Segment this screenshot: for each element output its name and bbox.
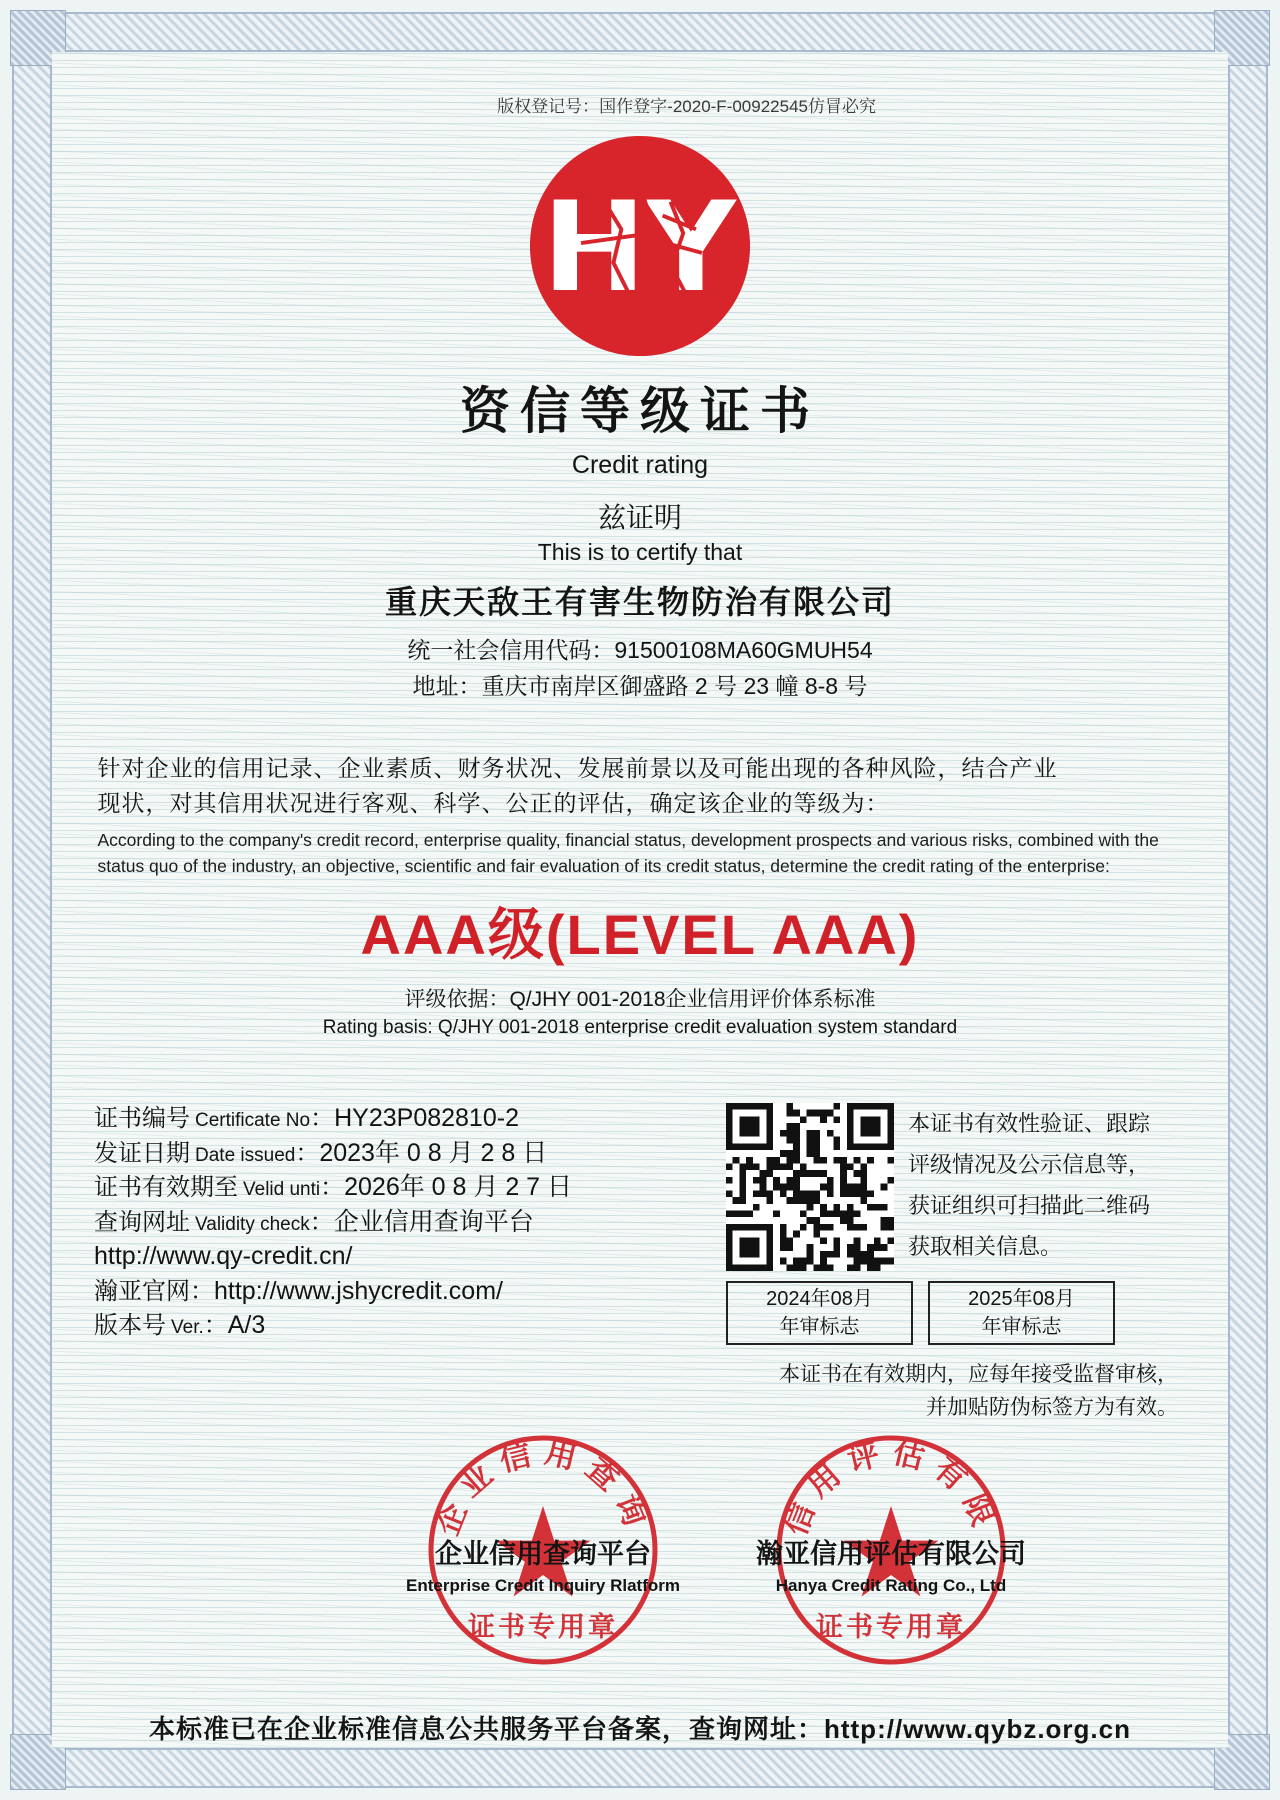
company-name: 重庆天敌王有害生物防治有限公司 <box>384 584 895 620</box>
detail-validity-check: 查询网址 Validity check：企业信用查询平台 <box>94 1207 534 1236</box>
detail-valid-until: 证书有效期至 Velid unti：2026年 0 8 月 2 7 日 <box>94 1173 573 1201</box>
detail-hanya-site: 瀚亚官网：http://www.jshycredit.com/ <box>94 1276 503 1305</box>
qr-code-icon <box>726 1103 894 1271</box>
issuer-name-zh: 企业信用查询平台 <box>435 1539 651 1569</box>
issuer-block-hanya <box>701 1428 1081 1642</box>
rating-level: AAA级(LEVEL AAA) <box>360 903 920 966</box>
certify-label-en: This is to certify that <box>537 539 743 565</box>
detail-cert-no: 证书编号 Certificate No：HY23P082810-2 <box>94 1104 519 1132</box>
evaluation-en: According to the company's credit record, enterprise quality, financial status, development prospects and various risks, combined with the status quo of the industry, an objective, scientific and fair evaluation of its credit status, determine the credit rating of the enterprise: <box>97 830 1159 876</box>
copyright-registration-line: 版权登记号：国作登字-2020-F-00922545仿冒必究 <box>497 97 876 116</box>
certificate-details <box>94 1103 714 1424</box>
evaluation-zh-line2: 现状，对其信用状况进行客观、科学、公正的评估，确定该企业的等级为： <box>97 790 890 816</box>
standard-record-footer: 本标准已在企业标准信息公共服务平台备案，查询网址：http://www.qybz.org.cn <box>148 1714 1131 1744</box>
seals-region <box>52 1428 1228 1693</box>
supervision-notice: 本证书在有效期内，应每年接受监督审核， 并加贴防伪标签方为有效。 <box>779 1363 1178 1419</box>
svg-text:证书专用章: 证书专用章 <box>816 1612 966 1642</box>
certificate-title-zh: 资信等级证书 <box>460 383 820 439</box>
svg-text:HY: HY <box>542 176 736 321</box>
detail-query-url: http://www.qy-credit.cn/ <box>94 1242 353 1270</box>
certificate-title-en: Credit rating <box>571 451 709 479</box>
annual-review-box-2024: 2024年08月 年审标志 <box>726 1281 913 1345</box>
qr-instructions: 本证书有效性验证、跟踪 评级情况及公示信息等， 获证组织可扫描此二维码 获取相关信息。 <box>908 1111 1151 1259</box>
issuer-name-en: Enterprise Credit Inquiry Rlatform <box>406 1576 680 1595</box>
certificate-body <box>52 52 1228 1748</box>
issuer-name-en: Hanya Credit Rating Co., Ltd <box>775 1576 1007 1595</box>
svg-text:信用评估有限: 信用评估有限 <box>777 1434 1005 1540</box>
hy-logo <box>527 133 753 359</box>
evaluation-paragraph <box>98 751 1183 879</box>
detail-date-issued: 发证日期 Date issued：2023年 0 8 月 2 8 日 <box>94 1138 548 1167</box>
svg-text:证书专用章: 证书专用章 <box>468 1612 618 1642</box>
rating-basis-zh: 评级依据：Q/JHY 001-2018企业信用评价体系标准 <box>404 988 876 1011</box>
detail-version: 版本号 Ver.：A/3 <box>94 1311 266 1339</box>
credit-code-line: 统一社会信用代码：91500108MA60GMUH54 <box>407 637 873 663</box>
svg-text:企业信用查询: 企业信用查询 <box>429 1434 657 1540</box>
evaluation-zh-line1: 针对企业的信用记录、企业素质、财务状况、发展前景以及可能出现的各种风险，结合产业 <box>97 755 1058 781</box>
details-region <box>94 1103 1228 1424</box>
annual-review-box-2025: 2025年08月 年审标志 <box>928 1281 1115 1345</box>
issuer-block-inquiry-platform <box>353 1428 733 1642</box>
certify-label-zh: 兹证明 <box>597 502 682 533</box>
hy-logo-icon <box>527 133 753 359</box>
rating-basis-en: Rating basis: Q/JHY 001-2018 enterprise credit evaluation system standard <box>322 1017 958 1038</box>
issuer-name-zh: 瀚亚信用评估有限公司 <box>756 1539 1026 1569</box>
address-line: 地址：重庆市南岸区御盛路 2 号 23 幢 8-8 号 <box>412 673 868 699</box>
verification-panel <box>726 1103 1178 1424</box>
qr-code <box>726 1103 894 1271</box>
